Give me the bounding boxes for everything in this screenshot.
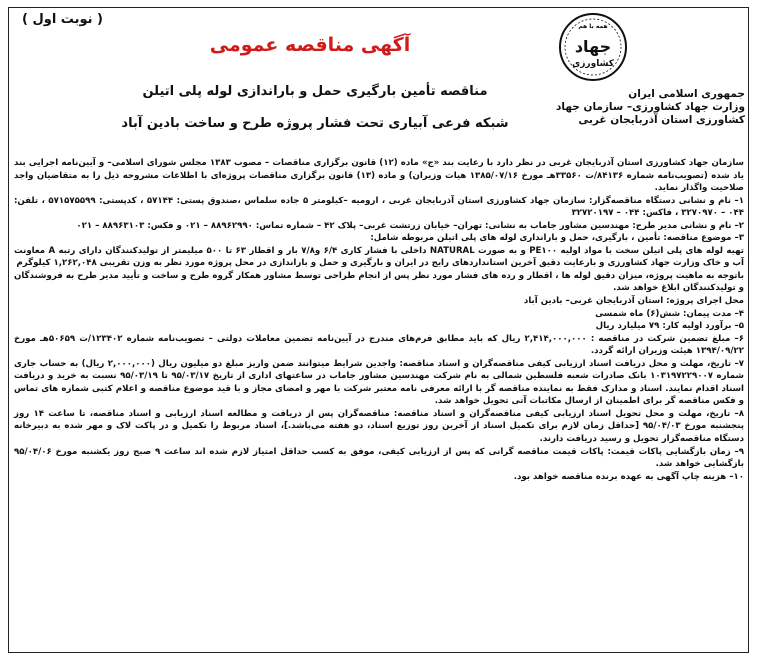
logo-main-text: جهاد: [574, 37, 612, 56]
tender-subject: مناقصه تأمین بارگیری حمل و باراندازی لوله پلی اتیلن: [142, 84, 488, 99]
clause-10-cost: ۱۰– هزینه چاپ آگهی به عهده برنده مناقصه خواهد بود.: [513, 471, 744, 482]
clause-7-documents: ۷– تاریخ، مهلت و محل دریافت اسناد ارزیابی کیفی مناقصه‌گران و اسناد مناقصه: واجدین شرایط میتوانند ضمن واریز مبلغ دو میلیون ریال (۲,۰۰۰,۰۰۰ ریال) به حساب جاری شماره ۱۰۳۱۹۷۲۲۹۰۰۷ بانک صادرات شعبه فلسطین شمالی به نام شرکت مهندسین مشاور جاماب در ساعتهای اداری از تاریخ ۹۵/۰۳/۱۷ تا ۹۵/۰۳/۱۹ نسبت به خرید و دریافت اسناد اقدام نمایند. اسناد و مدارک فقط به نماینده مناقصه گر با ارائه معرفی نامه معتبر شرکت با مهر و امضای مجاز و با قید موضوع مناقصه و اعلام کتبی شماره های تماس و فکس مناقصه گر برای اطمینان از ارسال مکاتبات آتی تحویل خواهد شد.: [14, 358, 744, 407]
clause-2-project-manager: ۲– نام و نشانی مدیر طرح: مهندسین مشاور جاماب به نشانی: تهران– خیابان زرتشت غربی– پلاک ۴۲ – شماره تماس: ۸۸۹۶۲۹۹۰ – ۰۲۱ و فکس: ۸۸۹۶۳۱۰۳ – ۰۲۱: [76, 220, 744, 231]
gov-line-2: وزارت جهاد کشاورزی– سازمان جهاد: [556, 101, 745, 113]
ad-title: آگهی مناقصه عمومی: [209, 34, 411, 56]
clause-3-note: باتوجه به ماهیت پروژه، میزان دقیق لوله ها ، اقطار و رده های فشار مورد نظر پس از انجام طراحی توسط مشاور همکار گروه طرح و ساخت و تأیید مدیر طرح به فروشندگان و تولیدکنندگان ابلاغ خواهد شد.: [14, 270, 744, 294]
government-block: [535, 88, 745, 127]
clause-1-organizer: ۱– نام و نشانی دستگاه مناقصه‌گزار: سازمان جهاد کشاورزی استان آذربایجان غربی ، ارومیه –کیلومتر ۵ جاده سلماس ،صندوق پستی: ۵۷۱۴۴ ، کدپستی: ۵۷۱۵۷۵۵۹۹ ، تلفن: ۰۴۴ – ۳۲۷۰۹۷۰ ، فاکس: ۰۴۴ – ۳۲۷۲۰۱۹۷: [14, 195, 744, 219]
notice-body: [14, 157, 744, 483]
jahad-keshavarzi-logo: [558, 10, 628, 84]
clause-3-subject: ۳– موضوع مناقصه: تأمین ، بارگیری، حمل و بارانداری لوله های پلی اتیلن مربوطه شامل:: [370, 233, 744, 244]
logo-sub-text: کشاورزی: [572, 59, 614, 69]
clause-5-estimate: ۵– برآورد اولیه کار: ۷۹ میلیارد ریال: [595, 321, 744, 332]
gov-line-3: کشاورزی استان آذربایجان غربی: [578, 114, 745, 126]
logo-top-text: همه با هم: [578, 23, 608, 30]
gov-line-1: جمهوری اسلامی ایران: [628, 88, 745, 100]
clause-6-guarantee: ۶– مبلغ تضمین شرکت در مناقصه : ۲,۴۱۴,۰۰۰,۰۰۰ ریال که باید مطابق فرم‌های مندرج در آیین‌نامه تضمین معاملات دولتی – تصویب‌نامه شماره ۱۲۳۴۰۲/ت ۵۰۶۵۹هـ مورخ ۱۳۹۴/۰۹/۲۲ هیئت وزیران ارائه گردد.: [14, 333, 744, 357]
clause-3-pipe-spec: تهیه لوله های پلی اتیلن سخت با مواد اولیه PE۱۰۰ و به صورت NATURAL داخلی با فشار کاری ۶/۴ و۷/۸ بار و اقطار ۶۳ تا ۵۰۰ میلیمتر از تولیدکنندگان دارای رتبه A معاونت آب و خاک وزارت جهاد کشاورزی و بارعایت دقیق آخرین استانداردهای رایج در ایران و بارگیری و حمل و باراندازی در محل پروژه مورد نظر به وزن تقریبی ۱,۲۶۲,۰۴۸ کیلوگرم: [14, 245, 744, 269]
clause-9-opening: ۹– زمان بازگشایی پاکات قیمت: پاکات قیمت مناقصه گرانی که پس از ارزیابی کیفی، موفق به کسب حداقل امتیاز لازم شده اند ساعت ۹ صبح روز یکشنبه مورخ ۹۵/۰۴/۰۶ بازگشایی خواهد شد.: [14, 446, 744, 470]
intro-paragraph: سازمان جهاد کشاورزی استان آذربایجان غربی در نظر دارد با رعایت بند «ج» ماده (۱۲) قانون برگزاری مناقصات – مصوب ۱۳۸۳ مجلس شورای اسلامی– و آیین‌نامه اجرایی بند یاد شده (تصویب‌نامه شماره ۸۴۱۳۶/ت ۳۳۵۶۰هـ مورخ ۱۳۸۵/۰۷/۱۶ هیات وزیران) و ماده (۱۳) قانون برگزاری مناقصات پروژه‌ای با اطلاعات مشروحه ذیل را به متقاضیان واجد صلاحیت واگذار نماید.: [14, 158, 744, 194]
project-name: شبکه فرعی آبیاری تحت فشار پروژه طرح و ساخت بادین آباد: [121, 116, 509, 131]
round-label: ( نوبت اول ): [22, 12, 103, 27]
project-location: محل اجرای پروژه: استان آذربایجان غربی– بادین آباد: [523, 296, 744, 307]
clause-8-submission: ۸– تاریخ، مهلت و محل تحویل اسناد ارزیابی کیفی مناقصه‌گران و اسناد مناقصه: مناقصه‌گران پس از دریافت و مطالعه اسناد ارزیابی و اسناد مناقصه، تا ساعت ۱۴ روز پنجشنبه مورخ ۹۵/۰۴/۰۳ [حداقل زمان لازم برای تکمیل اسناد از آخرین روز توزیع اسناد، دو هفته می‌باشد.]، اسناد مربوط را تکمیل و در پاکت لاک و مهر شده به دبیرخانه دستگاه مناقصه‌گزار تحویل و رسید دریافت دارند.: [14, 408, 744, 445]
clause-4-duration: ۴– مدت پیمان: شش(۶) ماه شمسی: [595, 308, 744, 319]
